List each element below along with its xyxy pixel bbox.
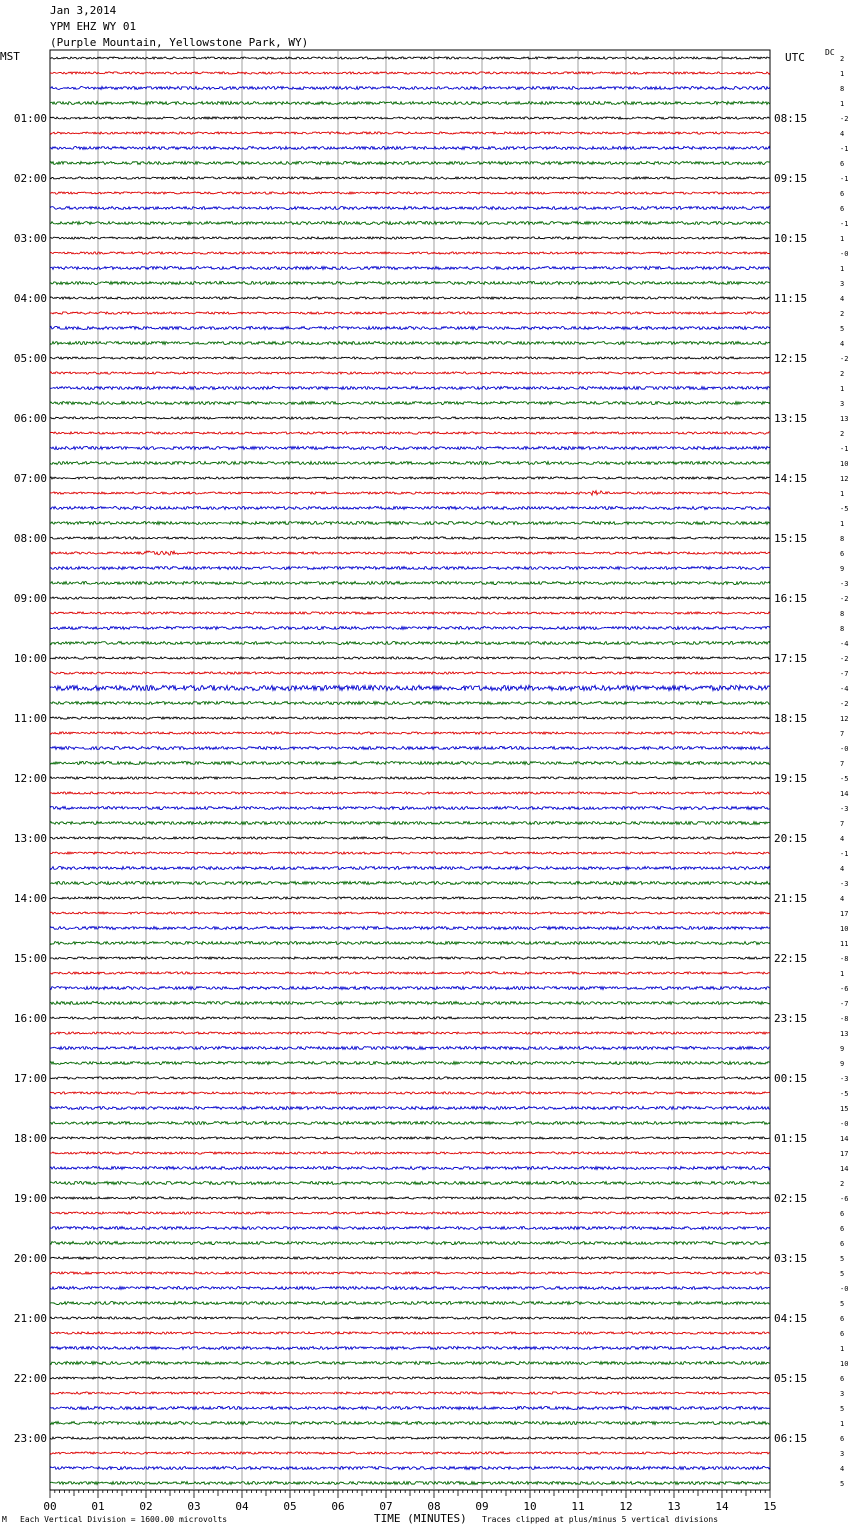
dc-offset-label: -2 [840, 595, 849, 603]
trace-line-2 [50, 72, 770, 74]
x-tick-label: 14 [715, 1500, 729, 1513]
dc-offset-label: -7 [840, 1000, 849, 1008]
trace-line-50 [50, 792, 770, 794]
dc-offset-label: 9 [840, 565, 845, 573]
trace-line-48 [50, 762, 770, 765]
trace-line-71 [50, 1107, 770, 1110]
dc-offset-label: 8 [840, 85, 845, 93]
dc-offset-label: -5 [840, 1090, 849, 1098]
left-time-label: 22:00 [13, 1372, 47, 1385]
scale-note: Each Vertical Division = 1600.00 microvolts [20, 1515, 228, 1524]
dc-offset-label: 8 [840, 625, 845, 633]
trace-line-40 [50, 642, 770, 645]
dc-offset-label: 14 [840, 1165, 849, 1173]
right-time-label: 06:15 [774, 1432, 808, 1445]
trace-line-60 [50, 942, 770, 945]
trace-line-12 [50, 222, 770, 225]
dc-offset-label: 8 [840, 610, 845, 618]
right-time-label: 13:15 [774, 412, 808, 425]
dc-offset-label: 6 [840, 1225, 845, 1233]
trace-line-51 [50, 807, 770, 810]
left-time-label: 14:00 [13, 892, 47, 905]
x-tick-label: 11 [571, 1500, 585, 1513]
left-time-label: 10:00 [13, 652, 47, 665]
dc-offset-label: -1 [840, 175, 849, 183]
x-tick-label: 03 [187, 1500, 201, 1513]
right-time-label: 02:15 [774, 1192, 808, 1205]
left-time-label: 21:00 [13, 1312, 47, 1325]
x-tick-label: 12 [619, 1500, 633, 1513]
trace-line-81 [50, 1257, 770, 1259]
trace-line-18 [50, 312, 770, 314]
trace-line-3 [50, 87, 770, 90]
trace-line-10 [50, 192, 770, 194]
trace-line-27 [50, 447, 770, 450]
dc-offset-label: -4 [840, 640, 849, 648]
trace-line-45 [50, 717, 770, 719]
dc-offset-label: 7 [840, 820, 845, 828]
trace-line-19 [50, 327, 770, 330]
x-tick-label: 10 [523, 1500, 537, 1513]
x-tick-label: 08 [427, 1500, 441, 1513]
dc-offset-label: 9 [840, 1060, 845, 1068]
trace-line-73 [50, 1137, 770, 1139]
right-time-label: 09:15 [774, 172, 808, 185]
trace-line-4 [50, 102, 770, 105]
trace-line-8 [50, 162, 770, 165]
left-time-label: 15:00 [13, 952, 47, 965]
dc-offset-label: 6 [840, 1210, 845, 1218]
dc-offset-label: 14 [840, 790, 849, 798]
trace-line-13 [50, 237, 770, 239]
left-time-label: 19:00 [13, 1192, 47, 1205]
trace-line-39 [50, 627, 770, 630]
trace-line-65 [50, 1017, 770, 1019]
right-time-label: 05:15 [774, 1372, 808, 1385]
dc-offset-label: 6 [840, 1315, 845, 1323]
trace-line-25 [50, 417, 770, 419]
dc-offset-label: 1 [840, 235, 845, 243]
right-time-label: 17:15 [774, 652, 808, 665]
x-axis-title: TIME (MINUTES) [374, 1512, 467, 1525]
dc-offset-label: -5 [840, 505, 849, 513]
trace-line-36 [50, 582, 770, 585]
trace-line-72 [50, 1122, 770, 1125]
dc-offset-label: 6 [840, 1240, 845, 1248]
trace-line-75 [50, 1167, 770, 1170]
dc-offset-label: 10 [840, 460, 849, 468]
right-time-label: 22:15 [774, 952, 808, 965]
trace-line-32 [50, 522, 770, 525]
left-time-label: 17:00 [13, 1072, 47, 1085]
trace-line-31 [50, 507, 770, 510]
right-time-label: 19:15 [774, 772, 808, 785]
trace-line-16 [50, 282, 770, 285]
trace-line-59 [50, 927, 770, 930]
x-tick-label: 07 [379, 1500, 393, 1513]
dc-offset-label: 15 [840, 1105, 849, 1113]
trace-line-7 [50, 147, 770, 150]
trace-line-9 [50, 177, 770, 179]
trace-line-29 [50, 477, 770, 479]
right-time-label: 23:15 [774, 1012, 808, 1025]
trace-line-28 [50, 462, 770, 465]
dc-offset-label: 1 [840, 490, 845, 498]
right-time-label: 16:15 [774, 592, 808, 605]
left-time-label: 12:00 [13, 772, 47, 785]
dc-offset-label: 1 [840, 265, 845, 273]
right-time-label: 10:15 [774, 232, 808, 245]
trace-line-38 [50, 612, 770, 614]
dc-label: DC [825, 48, 835, 57]
dc-offset-label: 10 [840, 1360, 849, 1368]
dc-offset-label: 10 [840, 925, 849, 933]
dc-offset-label: 5 [840, 325, 845, 333]
trace-line-46 [50, 732, 770, 734]
trace-line-86 [50, 1332, 770, 1334]
dc-offset-label: -4 [840, 685, 849, 693]
dc-offset-label: 2 [840, 370, 845, 378]
dc-offset-label: 3 [840, 400, 845, 408]
right-time-label: 00:15 [774, 1072, 808, 1085]
trace-line-82 [50, 1272, 770, 1274]
dc-offset-label: -0 [840, 745, 849, 753]
dc-offset-label: 5 [840, 1480, 845, 1488]
left-time-label: 20:00 [13, 1252, 47, 1265]
right-timezone-label: UTC [785, 51, 805, 64]
dc-offset-label: -6 [840, 1195, 849, 1203]
dc-offset-label: 5 [840, 1255, 845, 1263]
trace-line-87 [50, 1347, 770, 1350]
left-time-label: 13:00 [13, 832, 47, 845]
trace-line-58 [50, 912, 770, 914]
trace-line-52 [50, 822, 770, 825]
right-time-label: 12:15 [774, 352, 808, 365]
left-timezone-label: MST [0, 50, 20, 63]
trace-line-37 [50, 597, 770, 599]
dc-offset-label: -1 [840, 145, 849, 153]
trace-line-62 [50, 972, 770, 974]
plot-date: Jan 3,2014 [50, 4, 117, 17]
dc-offset-label: 4 [840, 340, 845, 348]
dc-offset-label: 17 [840, 1150, 849, 1158]
dc-offset-label: 3 [840, 1450, 845, 1458]
trace-line-78 [50, 1212, 770, 1214]
trace-line-63 [50, 987, 770, 990]
trace-line-41 [50, 657, 770, 659]
dc-offset-label: 6 [840, 550, 845, 558]
dc-offset-label: -6 [840, 985, 849, 993]
trace-line-85 [50, 1317, 770, 1319]
dc-offset-label: 5 [840, 1270, 845, 1278]
trace-line-93 [50, 1437, 770, 1439]
dc-offset-label: -2 [840, 655, 849, 663]
trace-line-66 [50, 1032, 770, 1034]
dc-offset-label: 2 [840, 430, 845, 438]
trace-line-42 [50, 672, 770, 674]
trace-line-77 [50, 1197, 770, 1199]
trace-line-64 [50, 1002, 770, 1005]
dc-offset-label: -5 [840, 775, 849, 783]
left-time-label: 09:00 [13, 592, 47, 605]
dc-offset-label: 6 [840, 160, 845, 168]
dc-offset-label: 14 [840, 1135, 849, 1143]
right-time-label: 11:15 [774, 292, 808, 305]
dc-offset-label: 1 [840, 1420, 845, 1428]
trace-line-84 [50, 1302, 770, 1305]
left-time-label: 07:00 [13, 472, 47, 485]
left-time-label: 08:00 [13, 532, 47, 545]
right-time-label: 14:15 [774, 472, 808, 485]
trace-line-80 [50, 1242, 770, 1245]
dc-offset-label: 1 [840, 385, 845, 393]
dc-offset-label: -1 [840, 445, 849, 453]
trace-line-95 [50, 1467, 770, 1470]
trace-line-53 [50, 837, 770, 839]
dc-offset-label: 1 [840, 70, 845, 78]
trace-line-47 [50, 747, 770, 750]
left-time-label: 01:00 [13, 112, 47, 125]
dc-offset-label: -2 [840, 700, 849, 708]
trace-line-70 [50, 1092, 770, 1094]
trace-line-94 [50, 1452, 770, 1454]
x-tick-label: 04 [235, 1500, 249, 1513]
dc-offset-label: 2 [840, 1180, 845, 1188]
dc-offset-label: -3 [840, 1075, 849, 1083]
station-code: YPM EHZ WY 01 [50, 20, 137, 33]
trace-line-6 [50, 132, 770, 134]
dc-offset-label: -3 [840, 805, 849, 813]
dc-offset-label: 3 [840, 1390, 845, 1398]
right-time-label: 15:15 [774, 532, 808, 545]
dc-offset-label: 12 [840, 475, 849, 483]
dc-offset-label: -0 [840, 1285, 849, 1293]
dc-offset-label: 5 [840, 1405, 845, 1413]
dc-offset-label: 4 [840, 865, 845, 873]
x-tick-label: 13 [667, 1500, 681, 1513]
dc-offset-label: -3 [840, 880, 849, 888]
dc-offset-label: -2 [840, 355, 849, 363]
trace-line-79 [50, 1227, 770, 1230]
x-tick-label: 05 [283, 1500, 297, 1513]
dc-offset-label: 6 [840, 190, 845, 198]
trace-line-34 [50, 551, 770, 555]
dc-offset-label: 4 [840, 895, 845, 903]
trace-line-69 [50, 1077, 770, 1079]
trace-line-68 [50, 1062, 770, 1065]
right-time-label: 04:15 [774, 1312, 808, 1325]
dc-offset-label: 2 [840, 310, 845, 318]
trace-line-54 [50, 852, 770, 854]
trace-line-88 [50, 1362, 770, 1365]
trace-line-44 [50, 702, 770, 705]
trace-line-76 [50, 1182, 770, 1185]
trace-line-30 [50, 491, 770, 495]
trace-line-55 [50, 867, 770, 870]
trace-line-22 [50, 372, 770, 374]
dc-offset-label: 4 [840, 130, 845, 138]
dc-offset-label: 4 [840, 295, 845, 303]
trace-line-49 [50, 777, 770, 779]
station-location: (Purple Mountain, Yellowstone Park, WY) [50, 36, 309, 49]
dc-offset-label: 7 [840, 760, 845, 768]
left-time-label: 18:00 [13, 1132, 47, 1145]
x-tick-label: 06 [331, 1500, 345, 1513]
trace-line-89 [50, 1377, 770, 1379]
right-time-label: 20:15 [774, 832, 808, 845]
dc-offset-label: 1 [840, 100, 845, 108]
right-time-label: 03:15 [774, 1252, 808, 1265]
dc-offset-label: -3 [840, 580, 849, 588]
dc-offset-label: 17 [840, 910, 849, 918]
left-time-label: 04:00 [13, 292, 47, 305]
clip-note: Traces clipped at plus/minus 5 vertical divisions [482, 1515, 719, 1524]
dc-offset-label: 11 [840, 940, 849, 948]
trace-line-17 [50, 297, 770, 299]
left-time-label: 11:00 [13, 712, 47, 725]
trace-line-21 [50, 357, 770, 359]
dc-offset-label: -8 [840, 1015, 849, 1023]
left-time-label: 02:00 [13, 172, 47, 185]
dc-offset-label: 2 [840, 55, 845, 63]
dc-offset-label: 6 [840, 205, 845, 213]
trace-line-26 [50, 432, 770, 434]
left-time-label: 03:00 [13, 232, 47, 245]
trace-line-23 [50, 387, 770, 390]
trace-line-43 [50, 685, 770, 690]
dc-offset-label: 7 [840, 730, 845, 738]
trace-line-91 [50, 1407, 770, 1410]
x-tick-label: 02 [139, 1500, 153, 1513]
dc-offset-label: 13 [840, 415, 849, 423]
dc-offset-label: 6 [840, 1435, 845, 1443]
dc-offset-label: 13 [840, 1030, 849, 1038]
dc-offset-label: 6 [840, 1375, 845, 1383]
trace-line-11 [50, 207, 770, 210]
dc-offset-label: 8 [840, 535, 845, 543]
dc-offset-label: 3 [840, 280, 845, 288]
dc-offset-label: 4 [840, 1465, 845, 1473]
left-time-label: 23:00 [13, 1432, 47, 1445]
dc-offset-label: 9 [840, 1045, 845, 1053]
dc-offset-label: -8 [840, 955, 849, 963]
trace-line-96 [50, 1482, 770, 1485]
x-tick-label: 01 [91, 1500, 105, 1513]
x-tick-label: 15 [763, 1500, 777, 1513]
dc-offset-label: 6 [840, 1330, 845, 1338]
x-tick-label: 00 [43, 1500, 57, 1513]
dc-offset-label: -1 [840, 220, 849, 228]
trace-line-33 [50, 537, 770, 539]
trace-line-15 [50, 267, 770, 270]
trace-line-67 [50, 1047, 770, 1050]
trace-line-24 [50, 402, 770, 405]
right-time-label: 21:15 [774, 892, 808, 905]
trace-line-83 [50, 1287, 770, 1290]
left-time-label: 06:00 [13, 412, 47, 425]
dc-offset-label: 1 [840, 520, 845, 528]
dc-offset-label: 5 [840, 1300, 845, 1308]
right-time-label: 08:15 [774, 112, 808, 125]
trace-line-56 [50, 882, 770, 885]
dc-offset-label: 4 [840, 835, 845, 843]
trace-line-14 [50, 252, 770, 254]
trace-line-57 [50, 897, 770, 899]
right-time-label: 18:15 [774, 712, 808, 725]
dc-offset-label: 1 [840, 970, 845, 978]
dc-offset-label: 1 [840, 1345, 845, 1353]
left-time-label: 05:00 [13, 352, 47, 365]
corner-mark: M [2, 1515, 7, 1524]
right-time-label: 01:15 [774, 1132, 808, 1145]
trace-line-35 [50, 567, 770, 570]
dc-offset-label: -0 [840, 250, 849, 258]
x-tick-label: 09 [475, 1500, 489, 1513]
trace-line-74 [50, 1152, 770, 1154]
trace-line-20 [50, 342, 770, 345]
dc-offset-label: -1 [840, 850, 849, 858]
dc-offset-label: 12 [840, 715, 849, 723]
trace-line-1 [50, 57, 770, 59]
dc-offset-label: -7 [840, 670, 849, 678]
trace-line-61 [50, 957, 770, 959]
trace-line-5 [50, 117, 770, 119]
dc-offset-label: -2 [840, 115, 849, 123]
trace-line-92 [50, 1422, 770, 1425]
trace-line-90 [50, 1392, 770, 1394]
dc-offset-label: -0 [840, 1120, 849, 1128]
left-time-label: 16:00 [13, 1012, 47, 1025]
